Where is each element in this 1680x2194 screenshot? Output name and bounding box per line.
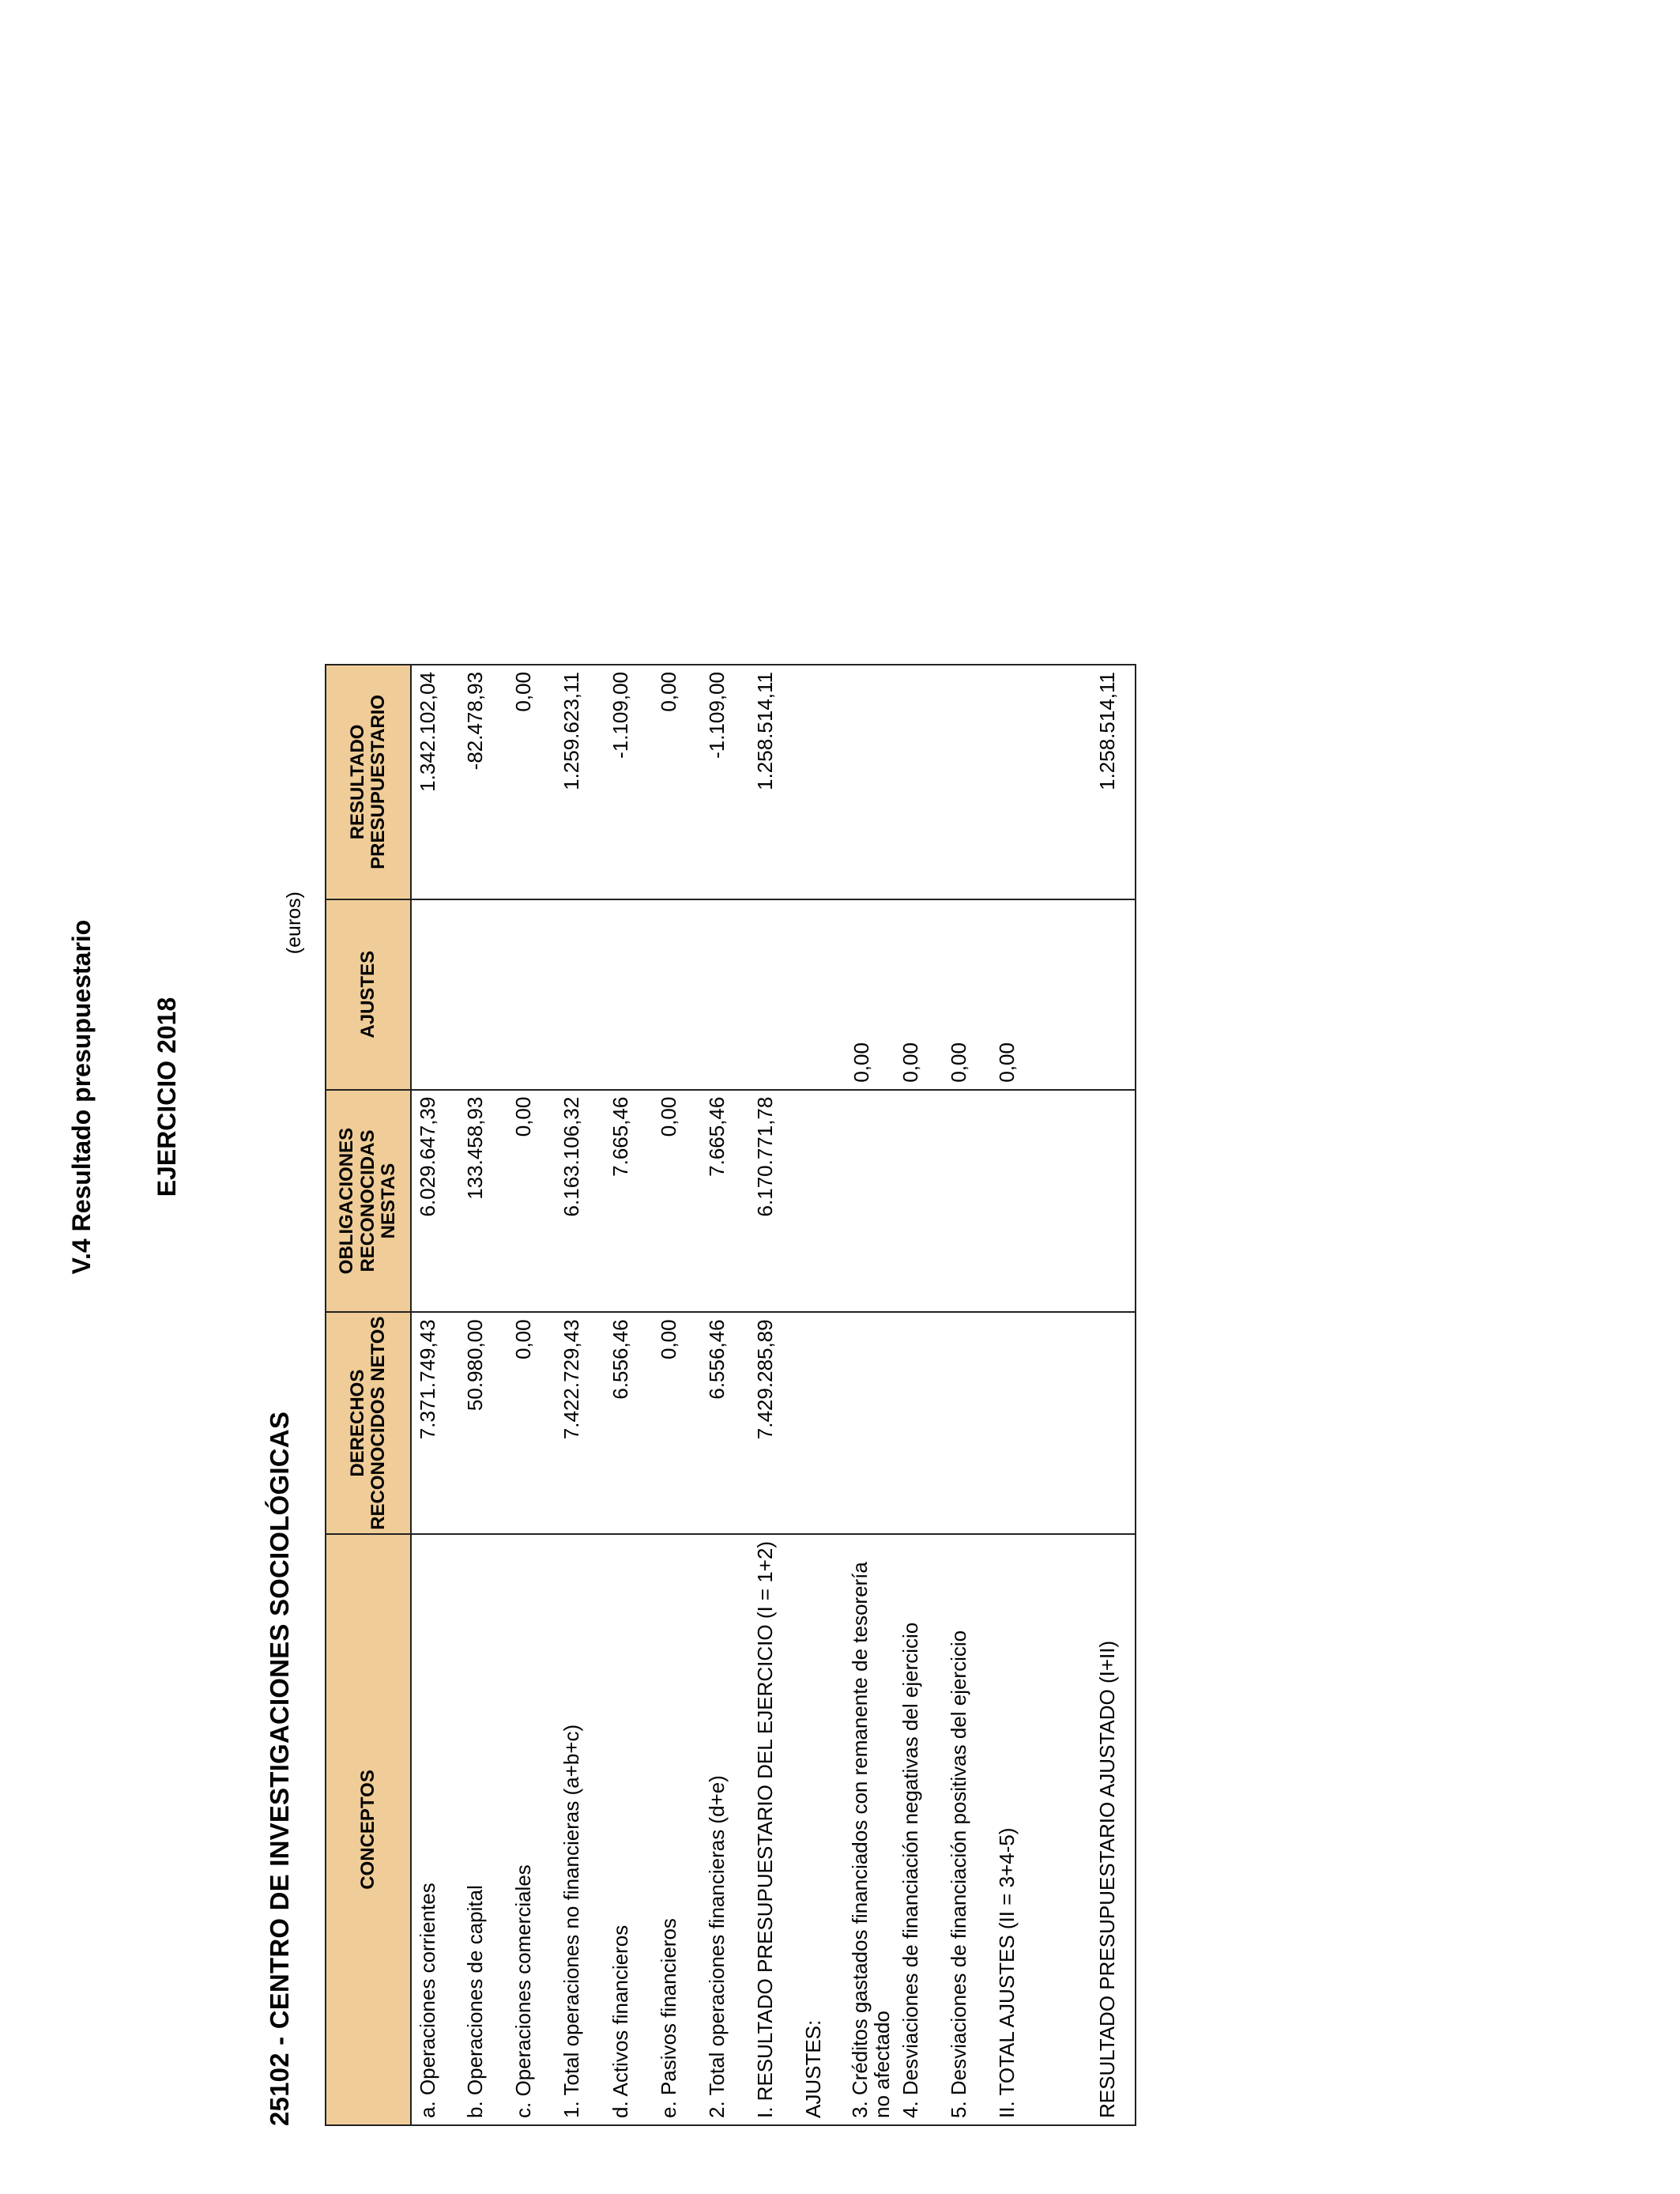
- ajustes-cell: [797, 899, 846, 1090]
- resultado-cell: [846, 665, 895, 899]
- derechos-cell: [991, 1312, 1039, 1533]
- currency-unit: (euros): [283, 892, 305, 955]
- ajustes-cell: 0,00: [846, 899, 895, 1090]
- derechos-cell: [943, 1312, 991, 1533]
- concept-cell: d. Activos financieros: [605, 1534, 653, 2125]
- table-row: [411, 665, 459, 2125]
- table-header-row: [326, 665, 411, 2125]
- ajustes-cell: [411, 899, 459, 1090]
- ajustes-cell: [605, 899, 653, 1090]
- resultado-cell: [991, 665, 1039, 899]
- header-conceptos: CONCEPTOS: [326, 1534, 411, 2125]
- table-row: [943, 665, 991, 2125]
- obligaciones-cell: 0,00: [507, 1090, 556, 1313]
- table-row: [605, 665, 653, 2125]
- resultado-cell: -1.109,00: [605, 665, 653, 899]
- table-row: [991, 665, 1039, 2125]
- derechos-cell: 7.371.749,43: [411, 1312, 459, 1533]
- concept-cell: a. Operaciones corrientes: [411, 1534, 459, 2125]
- concept-cell: e. Pasivos financieros: [653, 1534, 701, 2125]
- concept-cell: c. Operaciones comerciales: [507, 1534, 556, 2125]
- derechos-cell: 7.429.285,89: [749, 1312, 797, 1533]
- ajustes-cell: 0,00: [895, 899, 943, 1090]
- resultado-cell: 1.259.623,11: [556, 665, 604, 899]
- obligaciones-cell: [991, 1090, 1039, 1313]
- table-row: [459, 665, 507, 2125]
- ajustes-cell: [459, 899, 507, 1090]
- obligaciones-cell: [1091, 1090, 1136, 1313]
- table-row: [895, 665, 943, 2125]
- obligaciones-cell: 133.458,93: [459, 1090, 507, 1313]
- obligaciones-cell: 7.665,46: [605, 1090, 653, 1313]
- concept-cell: 3. Créditos gastados financiados con remanente de tesorería no afectado: [846, 1534, 895, 2125]
- concept-cell: 1. Total operaciones no financieras (a+b+c): [556, 1534, 604, 2125]
- concept-cell: 4. Desviaciones de financiación negativas del ejercicio: [895, 1534, 943, 2125]
- resultado-cell: [797, 665, 846, 899]
- concept-cell: I. RESULTADO PRESUPUESTARIO DEL EJERCICIO (I = 1+2): [749, 1534, 797, 2125]
- resultado-cell: [943, 665, 991, 899]
- obligaciones-cell: 6.163.106,32: [556, 1090, 604, 1313]
- resultado-cell: 1.342.102,04: [411, 665, 459, 899]
- obligaciones-cell: [797, 1090, 846, 1313]
- ajustes-cell: [749, 899, 797, 1090]
- ajustes-cell: 0,00: [991, 899, 1039, 1090]
- concept-cell: [1040, 1534, 1091, 2125]
- obligaciones-cell: 6.170.771,78: [749, 1090, 797, 1313]
- obligaciones-cell: [846, 1090, 895, 1313]
- derechos-cell: 0,00: [653, 1312, 701, 1533]
- derechos-cell: 50.980,00: [459, 1312, 507, 1533]
- table-row: [1040, 665, 1091, 2125]
- header-ajustes: AJUSTES: [326, 899, 411, 1090]
- ajustes-cell: [653, 899, 701, 1090]
- ajustes-cell: [1040, 899, 1091, 1090]
- table-row: [653, 665, 701, 2125]
- concept-cell: b. Operaciones de capital: [459, 1534, 507, 2125]
- derechos-cell: 7.422.729,43: [556, 1312, 604, 1533]
- concept-cell: AJUSTES:: [797, 1534, 846, 2125]
- resultado-cell: 0,00: [653, 665, 701, 899]
- resultado-cell: [895, 665, 943, 899]
- table-row: [749, 665, 797, 2125]
- concept-cell: RESULTADO PRESUPUESTARIO AJUSTADO (I+II): [1091, 1534, 1136, 2125]
- concept-cell: II. TOTAL AJUSTES (II = 3+4-5): [991, 1534, 1039, 2125]
- concept-cell: 5. Desviaciones de financiación positivas del ejercicio: [943, 1534, 991, 2125]
- derechos-cell: 6.556,46: [605, 1312, 653, 1533]
- ajustes-cell: 0,00: [943, 899, 991, 1090]
- obligaciones-cell: [943, 1090, 991, 1313]
- derechos-cell: [846, 1312, 895, 1533]
- derechos-cell: [1040, 1312, 1091, 1533]
- obligaciones-cell: [1040, 1090, 1091, 1313]
- resultado-cell: 1.258.514,11: [1091, 665, 1136, 899]
- table-body: [411, 665, 1136, 2125]
- ajustes-cell: [507, 899, 556, 1090]
- concept-cell: 2. Total operaciones financieras (d+e): [701, 1534, 749, 2125]
- table-row: [1091, 665, 1136, 2125]
- derechos-cell: [895, 1312, 943, 1533]
- derechos-cell: 0,00: [507, 1312, 556, 1533]
- ajustes-cell: [1091, 899, 1136, 1090]
- header-resultado: RESULTADO PRESUPUESTARIO: [326, 665, 411, 899]
- resultado-cell: [1040, 665, 1091, 899]
- obligaciones-cell: 7.665,46: [701, 1090, 749, 1313]
- resultado-cell: -82.478,93: [459, 665, 507, 899]
- page-title: V.4 Resultado presupuestario: [67, 919, 96, 1275]
- derechos-cell: [1091, 1312, 1136, 1533]
- table-row: [556, 665, 604, 2125]
- ajustes-cell: [701, 899, 749, 1090]
- organization-heading: 25102 - CENTRO DE INVESTIGACIONES SOCIOLÓGICAS: [265, 1411, 294, 2126]
- table-row: [507, 665, 556, 2125]
- table-row: [701, 665, 749, 2125]
- resultado-cell: 1.258.514,11: [749, 665, 797, 899]
- derechos-cell: 6.556,46: [701, 1312, 749, 1533]
- table-row: [846, 665, 895, 2125]
- table-row: [797, 665, 846, 2125]
- derechos-cell: [797, 1312, 846, 1533]
- obligaciones-cell: 0,00: [653, 1090, 701, 1313]
- obligaciones-cell: 6.029.647,39: [411, 1090, 459, 1313]
- resultado-cell: -1.109,00: [701, 665, 749, 899]
- header-derechos: DERECHOS RECONOCIDOS NETOS: [326, 1312, 411, 1533]
- ajustes-cell: [556, 899, 604, 1090]
- budget-result-table: [325, 664, 1136, 2126]
- header-obligaciones: OBLIGACIONES RECONOCIDAS NESTAS: [326, 1090, 411, 1313]
- exercise-year: EJERCICIO 2018: [153, 997, 181, 1197]
- obligaciones-cell: [895, 1090, 943, 1313]
- resultado-cell: 0,00: [507, 665, 556, 899]
